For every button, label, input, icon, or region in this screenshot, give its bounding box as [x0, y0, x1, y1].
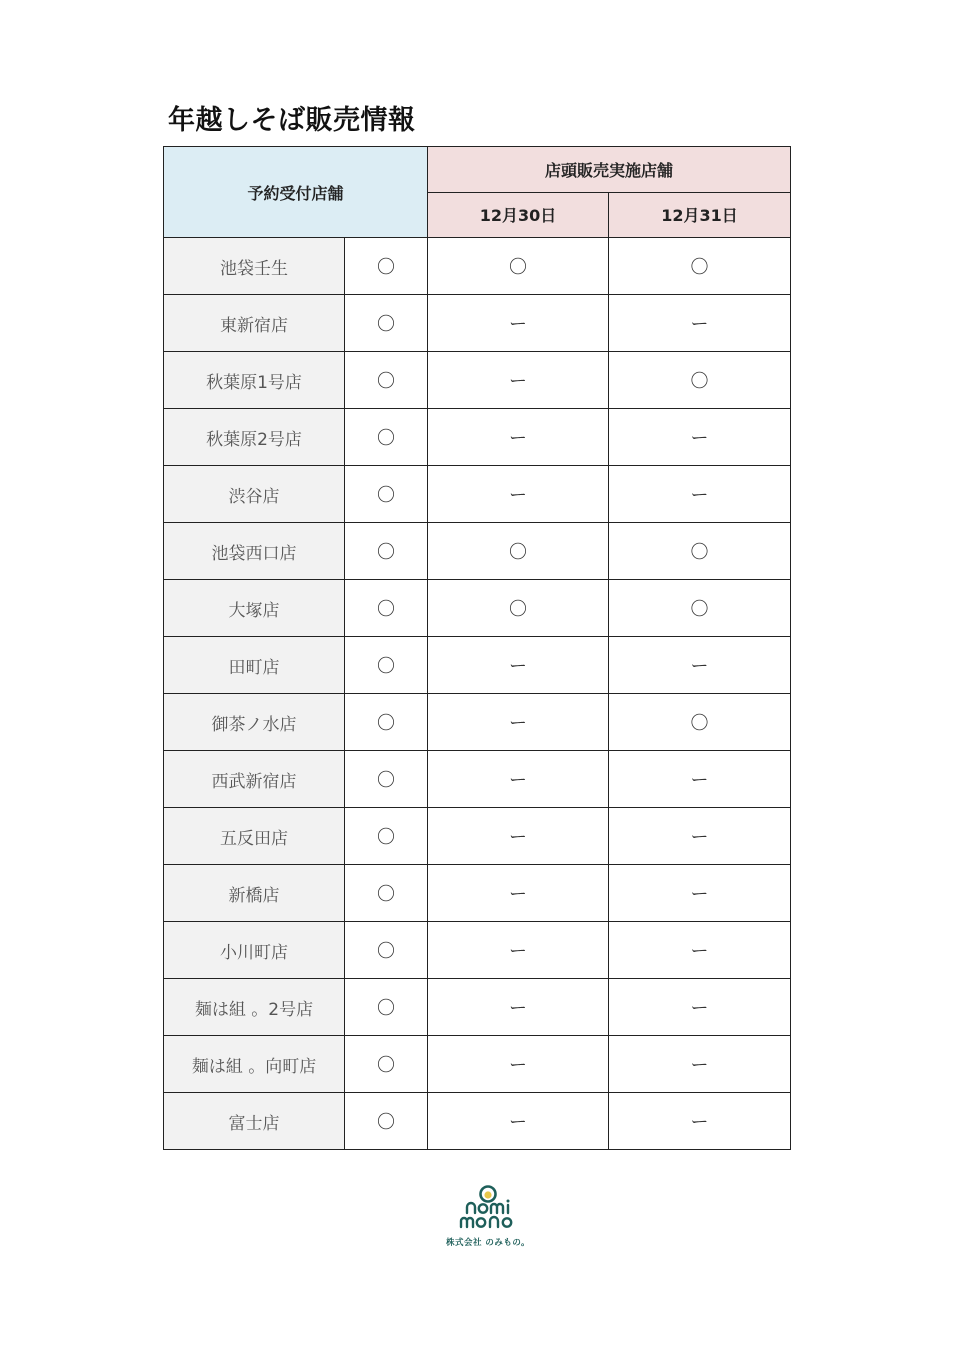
dec30-mark: ー — [428, 1093, 609, 1150]
reservation-mark: 〇 — [345, 238, 428, 295]
reservation-mark: 〇 — [345, 979, 428, 1036]
reservation-mark: 〇 — [345, 865, 428, 922]
reservation-mark: 〇 — [345, 352, 428, 409]
storefront-header: 店頭販売実施店舗 — [428, 147, 791, 193]
store-name: 麺は組 。2号店 — [164, 979, 345, 1036]
store-name: 田町店 — [164, 637, 345, 694]
dec30-mark: ー — [428, 808, 609, 865]
dec30-mark: ー — [428, 352, 609, 409]
reservation-mark: 〇 — [345, 808, 428, 865]
date-header-dec31: 12月31日 — [609, 192, 791, 238]
table-row — [164, 1036, 791, 1093]
table-row — [164, 466, 791, 523]
dec31-mark: ー — [609, 751, 791, 808]
store-name: 大塚店 — [164, 580, 345, 637]
reservation-mark: 〇 — [345, 409, 428, 466]
dec31-mark: 〇 — [609, 352, 791, 409]
table-row — [164, 979, 791, 1036]
dec31-mark: ー — [609, 295, 791, 352]
reservation-mark: 〇 — [345, 1093, 428, 1150]
dec30-mark: ー — [428, 694, 609, 751]
table-row — [164, 637, 791, 694]
table-row — [164, 409, 791, 466]
store-name: 池袋西口店 — [164, 523, 345, 580]
dec31-mark: 〇 — [609, 238, 791, 295]
dec31-mark: ー — [609, 409, 791, 466]
company-name: 株式会社 のみもの。 — [445, 1238, 531, 1248]
reservation-mark: 〇 — [345, 466, 428, 523]
store-name: 御茶ノ水店 — [164, 694, 345, 751]
table-row — [164, 922, 791, 979]
table-row — [164, 865, 791, 922]
dec30-mark: ー — [428, 865, 609, 922]
table-row — [164, 295, 791, 352]
table-row — [164, 808, 791, 865]
reservation-mark: 〇 — [345, 922, 428, 979]
store-name: 渋谷店 — [164, 466, 345, 523]
store-name: 東新宿店 — [164, 295, 345, 352]
table-row — [164, 523, 791, 580]
reservation-mark: 〇 — [345, 751, 428, 808]
store-name: 富士店 — [164, 1093, 345, 1150]
dec30-mark: 〇 — [428, 580, 609, 637]
dec31-mark: ー — [609, 1036, 791, 1093]
store-name: 秋葉原1号店 — [164, 352, 345, 409]
company-logo — [433, 1185, 543, 1248]
dec30-mark: ー — [428, 979, 609, 1036]
dec31-mark: ー — [609, 637, 791, 694]
dec30-mark: 〇 — [428, 238, 609, 295]
store-name: 秋葉原2号店 — [164, 409, 345, 466]
dec30-mark: ー — [428, 1036, 609, 1093]
dec30-mark: ー — [428, 751, 609, 808]
dec31-mark: ー — [609, 865, 791, 922]
store-name: 五反田店 — [164, 808, 345, 865]
table-row — [164, 352, 791, 409]
reservation-mark: 〇 — [345, 523, 428, 580]
table-row — [164, 580, 791, 637]
store-schedule-table — [163, 146, 791, 1150]
dec30-mark: ー — [428, 295, 609, 352]
dec31-mark: 〇 — [609, 694, 791, 751]
store-name: 新橋店 — [164, 865, 345, 922]
dec30-mark: ー — [428, 409, 609, 466]
store-name: 麺は組 。向町店 — [164, 1036, 345, 1093]
store-name: 小川町店 — [164, 922, 345, 979]
dec31-mark: ー — [609, 979, 791, 1036]
table-row — [164, 694, 791, 751]
dec30-mark: 〇 — [428, 523, 609, 580]
nomimono-logo-icon — [453, 1185, 523, 1231]
reservation-mark: 〇 — [345, 295, 428, 352]
reservation-mark: 〇 — [345, 1036, 428, 1093]
store-name: 西武新宿店 — [164, 751, 345, 808]
dec30-mark: ー — [428, 637, 609, 694]
dec31-mark: ー — [609, 466, 791, 523]
reservation-header: 予約受付店舗 — [164, 147, 428, 238]
table-row — [164, 1093, 791, 1150]
dec31-mark: 〇 — [609, 523, 791, 580]
dec30-mark: ー — [428, 466, 609, 523]
reservation-mark: 〇 — [345, 694, 428, 751]
table-row — [164, 751, 791, 808]
table-row — [164, 238, 791, 295]
date-header-dec30: 12月30日 — [428, 192, 609, 238]
reservation-mark: 〇 — [345, 637, 428, 694]
dec30-mark: ー — [428, 922, 609, 979]
store-name: 池袋壬生 — [164, 238, 345, 295]
page-title: 年越しそば販売情報 — [168, 105, 416, 136]
dec31-mark: ー — [609, 1093, 791, 1150]
dec31-mark: ー — [609, 922, 791, 979]
dec31-mark: 〇 — [609, 580, 791, 637]
dec31-mark: ー — [609, 808, 791, 865]
reservation-mark: 〇 — [345, 580, 428, 637]
